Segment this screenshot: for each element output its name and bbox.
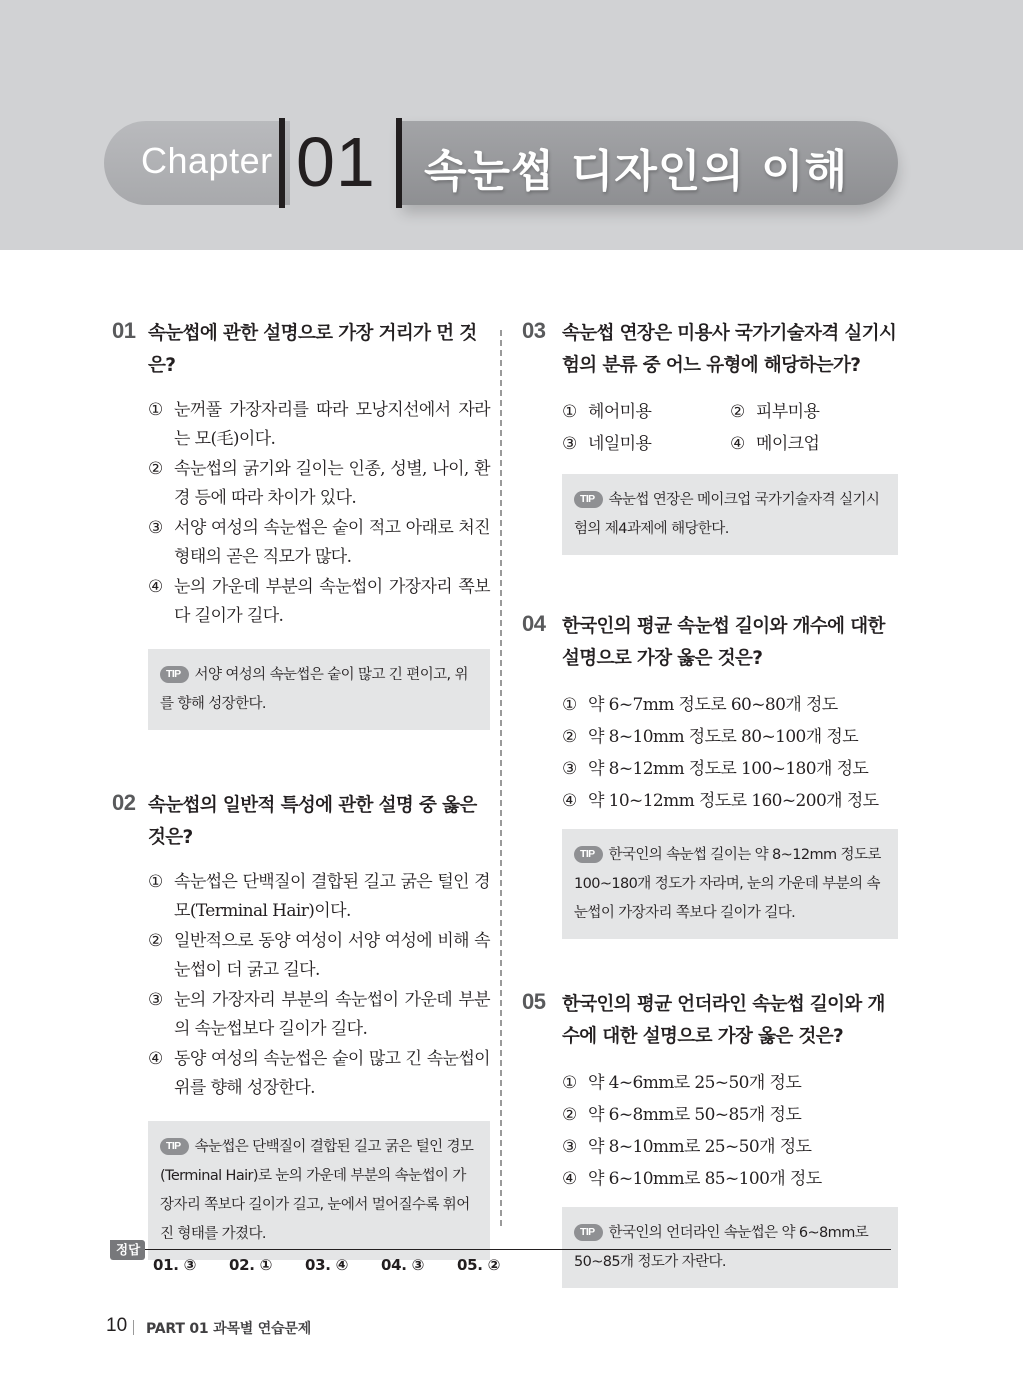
option-text: 속눈썹은 단백질이 결합된 길고 굵은 털인 경모(Terminal Hair)이다.	[174, 872, 490, 921]
question-04	[518, 611, 898, 939]
option-marker: ②	[730, 402, 745, 422]
question-number: 01	[112, 318, 136, 343]
option-text: 피부미용	[756, 402, 820, 422]
left-column	[104, 318, 490, 1260]
option-text: 네일미용	[588, 434, 652, 454]
question-text: 한국인의 평균 언더라인 속눈썹 길이와 개수에 대한 설명으로 가장 옳은 것은?	[562, 994, 885, 1047]
option-3	[148, 514, 490, 572]
tip-text: 속눈썹은 단백질이 결합된 길고 굵은 털인 경모(Terminal Hair)로 눈의 가운데 부분의 속눈썹이 가장자리 쪽보다 길이가 길고, 눈에서 멀어질수록 휘어진 형태를 가졌다.	[160, 1139, 474, 1242]
option-marker: ②	[562, 727, 577, 747]
tip-box	[562, 1207, 898, 1288]
option-text: 일반적으로 동양 여성이 서양 여성에 비해 속눈썹이 더 굵고 길다.	[174, 931, 490, 980]
tip-badge: TIP	[574, 846, 603, 863]
chapter-divider-left	[279, 118, 285, 208]
option-marker: ③	[562, 759, 577, 779]
option-3	[562, 753, 898, 785]
option-text: 메이크업	[756, 434, 820, 454]
option-text: 서양 여성의 속눈썹은 숱이 적고 아래로 처진 형태의 곧은 직모가 많다.	[174, 518, 490, 567]
option-text: 약 8~10mm 정도로 80~100개 정도	[588, 727, 859, 747]
option-1	[562, 689, 898, 721]
option-text: 속눈썹의 굵기와 길이는 인종, 성별, 나이, 환경 등에 따라 차이가 있다.	[174, 459, 490, 508]
answer-item: 04. ③	[381, 1256, 424, 1274]
option-marker: ①	[148, 400, 163, 420]
answer-item: 02. ①	[229, 1256, 272, 1274]
tip-text: 한국인의 속눈썹 길이는 약 8~12mm 정도로 100~180개 정도가 자라며, 눈의 가운데 부분의 속눈썹이 가장자리 쪽보다 길이가 길다.	[574, 847, 881, 921]
option-marker: ①	[148, 872, 163, 892]
right-column	[518, 318, 898, 1288]
option-list	[562, 689, 898, 817]
option-3	[562, 1131, 898, 1163]
option-marker: ④	[148, 577, 163, 597]
option-3	[148, 986, 490, 1044]
chapter-word: Chapter	[141, 140, 273, 181]
chapter-number: 01	[296, 123, 376, 201]
option-marker: ④	[562, 791, 577, 811]
part-title: PART 01 과목별 연습문제	[146, 1321, 312, 1337]
option-marker: ①	[562, 1073, 577, 1093]
option-2	[562, 721, 898, 753]
option-2	[148, 455, 490, 513]
tip-box	[148, 649, 490, 730]
column-divider	[500, 330, 502, 1226]
question-03	[518, 318, 898, 555]
tip-badge: TIP	[574, 1224, 603, 1241]
option-marker: ③	[562, 1137, 577, 1157]
option-marker: ④	[148, 1049, 163, 1069]
option-marker: ①	[562, 402, 577, 422]
tip-badge: TIP	[160, 666, 189, 683]
option-marker: ③	[148, 518, 163, 538]
question-text: 속눈썹의 일반적 특성에 관한 설명 중 옳은 것은?	[148, 795, 477, 848]
answer-item: 03. ④	[305, 1256, 348, 1274]
option-4	[562, 785, 898, 817]
option-text: 약 10~12mm 정도로 160~200개 정도	[588, 791, 879, 811]
question-number: 04	[522, 611, 546, 636]
option-text: 눈의 가운데 부분의 속눈썹이 가장자리 쪽보다 길이가 길다.	[174, 577, 490, 626]
tip-text: 서양 여성의 속눈썹은 숱이 많고 긴 편이고, 위를 향해 성장한다.	[160, 667, 468, 712]
question-text: 속눈썹에 관한 설명으로 가장 거리가 먼 것은?	[148, 323, 477, 376]
question-text: 속눈썹 연장은 미용사 국가기술자격 실기시험의 분류 중 어느 유형에 해당하는가?	[562, 323, 897, 376]
page-number: 10	[106, 1315, 128, 1336]
option-marker: ③	[148, 990, 163, 1010]
question-text: 한국인의 평균 속눈썹 길이와 개수에 대한 설명으로 가장 옳은 것은?	[562, 616, 885, 669]
question-05	[518, 989, 898, 1288]
tip-text: 한국인의 언더라인 속눈썹은 약 6~8mm로 50~85개 정도가 자란다.	[574, 1225, 869, 1270]
option-1	[148, 396, 490, 454]
tip-badge: TIP	[574, 491, 603, 508]
option-marker: ①	[562, 695, 577, 715]
answer-label: 정답	[110, 1240, 145, 1260]
option-text: 동양 여성의 속눈썹은 숱이 많고 긴 속눈썹이 위를 향해 성장한다.	[174, 1049, 490, 1098]
option-text: 눈꺼풀 가장자리를 따라 모낭지선에서 자라는 모(毛)이다.	[174, 400, 490, 449]
option-text: 약 6~7mm 정도로 60~80개 정도	[588, 695, 838, 715]
option-4	[730, 428, 890, 460]
answer-list	[153, 1256, 500, 1274]
option-marker: ②	[148, 931, 163, 951]
answer-item: 01. ③	[153, 1256, 196, 1274]
option-2	[562, 1099, 898, 1131]
option-4	[148, 1045, 490, 1103]
footer-separator	[133, 1320, 134, 1335]
option-grid	[562, 396, 898, 460]
option-text: 약 6~10mm로 85~100개 정도	[588, 1169, 822, 1189]
tip-text: 속눈썹 연장은 메이크업 국가기술자격 실기시험의 제4과제에 해당한다.	[574, 492, 880, 537]
option-text: 약 8~10mm로 25~50개 정도	[588, 1137, 812, 1157]
answer-item: 05. ②	[457, 1256, 500, 1274]
option-text: 약 8~12mm 정도로 100~180개 정도	[588, 759, 869, 779]
question-number: 02	[112, 790, 136, 815]
option-text: 눈의 가장자리 부분의 속눈썹이 가운데 부분의 속눈썹보다 길이가 길다.	[174, 990, 490, 1039]
option-marker: ②	[562, 1105, 577, 1125]
option-text: 약 4~6mm로 25~50개 정도	[588, 1073, 802, 1093]
option-1	[148, 868, 490, 926]
option-3	[562, 428, 730, 460]
question-number: 05	[522, 989, 546, 1014]
option-text: 약 6~8mm로 50~85개 정도	[588, 1105, 802, 1125]
question-02	[104, 790, 490, 1260]
tip-box	[562, 474, 898, 555]
option-marker: ④	[562, 1169, 577, 1189]
option-1	[562, 1067, 898, 1099]
option-marker: ④	[730, 434, 745, 454]
question-01	[104, 318, 490, 730]
answer-rule	[110, 1249, 891, 1250]
chapter-title: 속눈썹 디자인의 이해	[424, 146, 849, 197]
option-2	[730, 396, 890, 428]
question-number: 03	[522, 318, 546, 343]
option-1	[562, 396, 730, 428]
option-list	[148, 868, 490, 1103]
option-text: 헤어미용	[588, 402, 652, 422]
option-4	[562, 1163, 898, 1195]
option-4	[148, 573, 490, 631]
tip-box	[148, 1121, 490, 1260]
option-list	[148, 396, 490, 631]
tip-badge: TIP	[160, 1138, 189, 1155]
option-2	[148, 927, 490, 985]
tip-box	[562, 829, 898, 939]
option-marker: ②	[148, 459, 163, 479]
option-marker: ③	[562, 434, 577, 454]
option-list	[562, 1067, 898, 1195]
